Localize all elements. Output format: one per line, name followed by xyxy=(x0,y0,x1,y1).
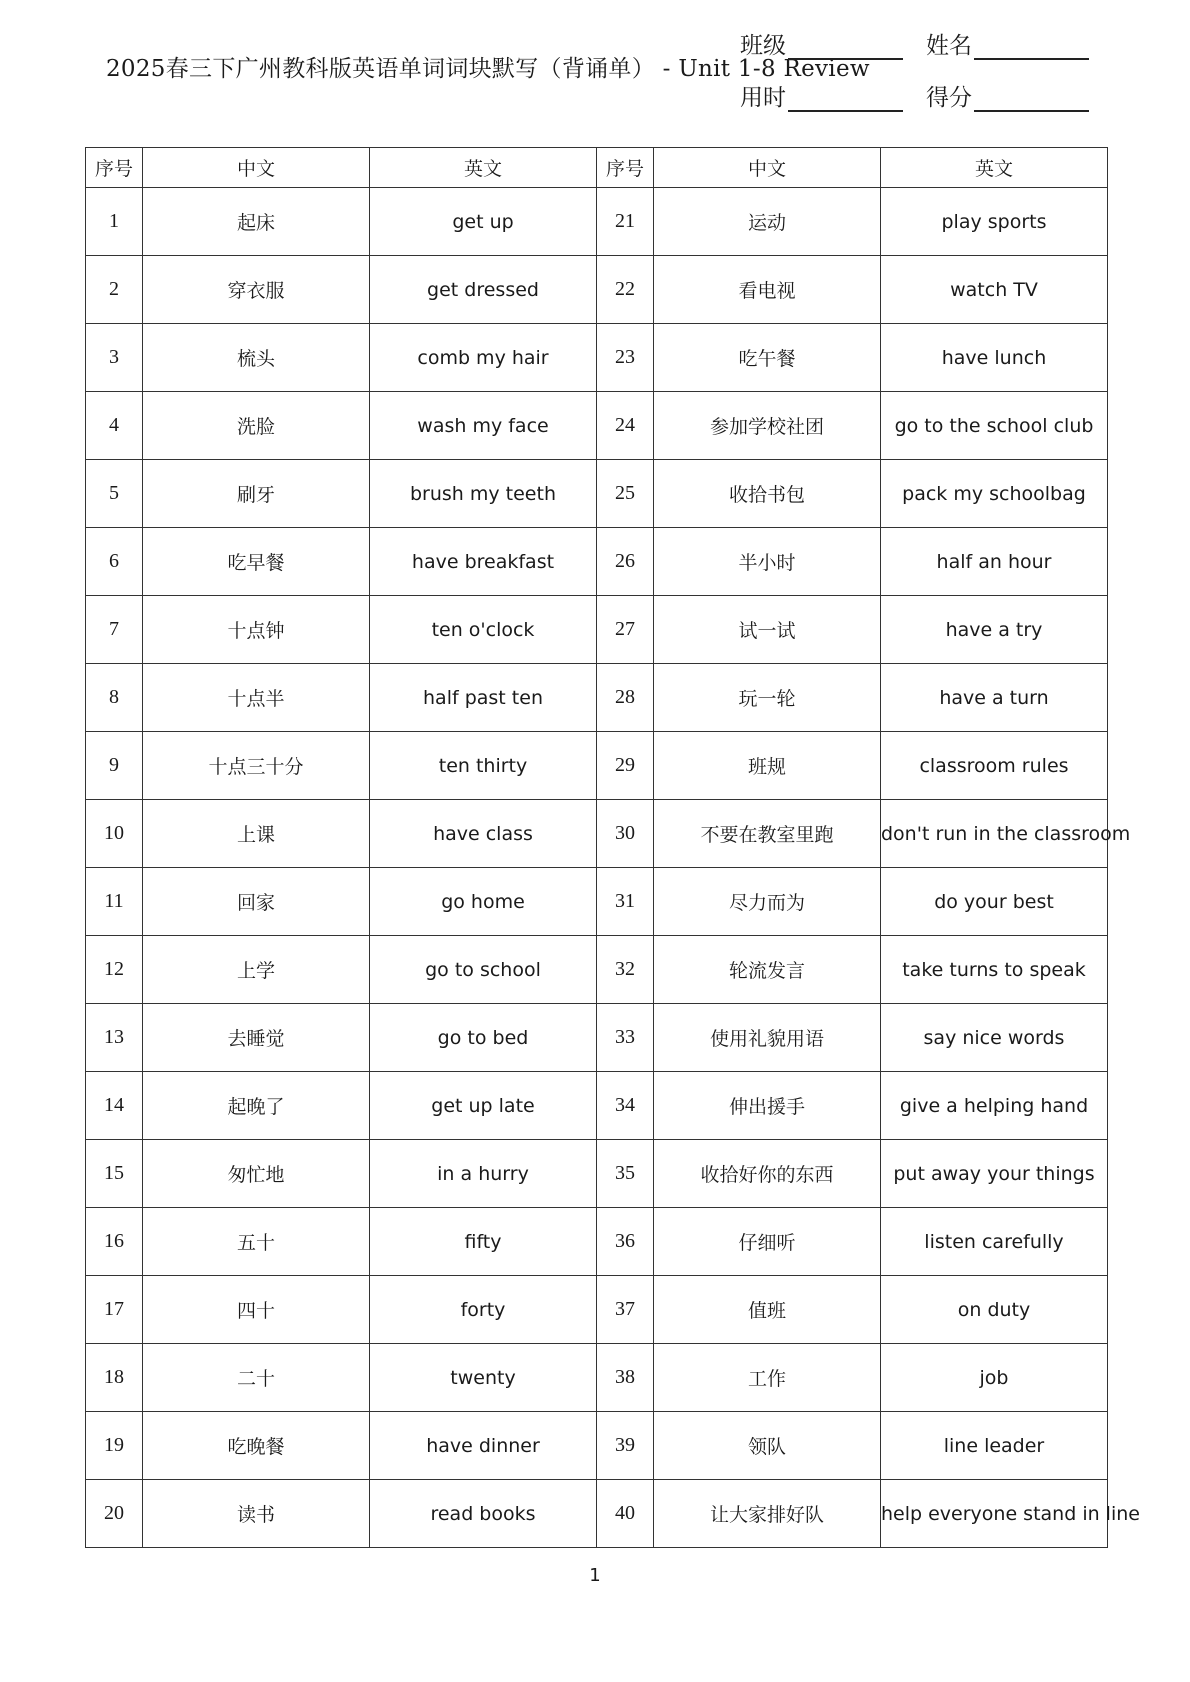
english-term: watch TV xyxy=(881,256,1108,324)
item-number: 1 xyxy=(86,188,143,256)
english-term: on duty xyxy=(881,1276,1108,1344)
english-term: listen carefully xyxy=(881,1208,1108,1276)
item-number: 7 xyxy=(86,596,143,664)
item-number: 10 xyxy=(86,800,143,868)
item-number: 2 xyxy=(86,256,143,324)
table-row xyxy=(86,868,1108,936)
page-title: 2025春三下广州教科版英语单词词块默写（背诵单） - Unit 1-8 Review xyxy=(106,56,870,82)
chinese-term: 吃早餐 xyxy=(143,528,370,596)
chinese-term: 梳头 xyxy=(143,324,370,392)
english-term: brush my teeth xyxy=(370,460,597,528)
chinese-term: 让大家排好队 xyxy=(654,1480,881,1548)
table-row xyxy=(86,732,1108,800)
english-term: play sports xyxy=(881,188,1108,256)
column-header-english: 英文 xyxy=(370,148,597,188)
item-number: 9 xyxy=(86,732,143,800)
english-term: take turns to speak xyxy=(881,936,1108,1004)
item-number: 29 xyxy=(597,732,654,800)
chinese-term: 吃午餐 xyxy=(654,324,881,392)
english-term: help everyone stand in line xyxy=(881,1480,1108,1548)
english-term: forty xyxy=(370,1276,597,1344)
item-number: 31 xyxy=(597,868,654,936)
english-term: read books xyxy=(370,1480,597,1548)
chinese-term: 十点半 xyxy=(143,664,370,732)
english-term: do your best xyxy=(881,868,1108,936)
chinese-term: 玩一轮 xyxy=(654,664,881,732)
chinese-term: 伸出援手 xyxy=(654,1072,881,1140)
english-term: job xyxy=(881,1344,1108,1412)
chinese-term: 班规 xyxy=(654,732,881,800)
english-term: go to school xyxy=(370,936,597,1004)
english-term: get dressed xyxy=(370,256,597,324)
chinese-term: 洗脸 xyxy=(143,392,370,460)
item-number: 3 xyxy=(86,324,143,392)
table-row xyxy=(86,392,1108,460)
table-row xyxy=(86,1004,1108,1072)
table-row xyxy=(86,324,1108,392)
score-field xyxy=(926,79,1089,112)
chinese-term: 吃晚餐 xyxy=(143,1412,370,1480)
chinese-term: 收拾书包 xyxy=(654,460,881,528)
item-number: 37 xyxy=(597,1276,654,1344)
time-label: 用时 xyxy=(740,85,786,111)
table-row xyxy=(86,596,1108,664)
english-term: half an hour xyxy=(881,528,1108,596)
chinese-term: 收拾好你的东西 xyxy=(654,1140,881,1208)
table-row xyxy=(86,800,1108,868)
item-number: 35 xyxy=(597,1140,654,1208)
name-field xyxy=(926,27,1089,60)
item-number: 18 xyxy=(86,1344,143,1412)
chinese-term: 去睡觉 xyxy=(143,1004,370,1072)
item-number: 39 xyxy=(597,1412,654,1480)
chinese-term: 五十 xyxy=(143,1208,370,1276)
english-term: wash my face xyxy=(370,392,597,460)
item-number: 19 xyxy=(86,1412,143,1480)
chinese-term: 二十 xyxy=(143,1344,370,1412)
table-row xyxy=(86,1208,1108,1276)
vocab-table xyxy=(85,147,1140,1548)
english-term: put away your things xyxy=(881,1140,1108,1208)
english-term: go to the school club xyxy=(881,392,1108,460)
english-term: fifty xyxy=(370,1208,597,1276)
table-header-row xyxy=(86,148,1108,188)
table-row xyxy=(86,528,1108,596)
english-term: go home xyxy=(370,868,597,936)
item-number: 4 xyxy=(86,392,143,460)
item-number: 12 xyxy=(86,936,143,1004)
item-number: 36 xyxy=(597,1208,654,1276)
chinese-term: 尽力而为 xyxy=(654,868,881,936)
item-number: 6 xyxy=(86,528,143,596)
english-term: have breakfast xyxy=(370,528,597,596)
english-term: don't run in the classroom xyxy=(881,800,1108,868)
english-term: ten thirty xyxy=(370,732,597,800)
chinese-term: 值班 xyxy=(654,1276,881,1344)
table-row xyxy=(86,936,1108,1004)
item-number: 15 xyxy=(86,1140,143,1208)
english-term: half past ten xyxy=(370,664,597,732)
chinese-term: 刷牙 xyxy=(143,460,370,528)
table-row xyxy=(86,1344,1108,1412)
time-field xyxy=(740,79,903,112)
chinese-term: 试一试 xyxy=(654,596,881,664)
chinese-term: 仔细听 xyxy=(654,1208,881,1276)
page-number: 1 xyxy=(589,1565,601,1586)
english-term: have a turn xyxy=(881,664,1108,732)
column-header-chinese: 中文 xyxy=(654,148,881,188)
item-number: 20 xyxy=(86,1480,143,1548)
english-term: go to bed xyxy=(370,1004,597,1072)
chinese-term: 使用礼貌用语 xyxy=(654,1004,881,1072)
english-term: ten o'clock xyxy=(370,596,597,664)
item-number: 8 xyxy=(86,664,143,732)
item-number: 17 xyxy=(86,1276,143,1344)
column-header-chinese: 中文 xyxy=(143,148,370,188)
table-row xyxy=(86,460,1108,528)
chinese-term: 领队 xyxy=(654,1412,881,1480)
item-number: 28 xyxy=(597,664,654,732)
table-row xyxy=(86,1412,1108,1480)
chinese-term: 十点三十分 xyxy=(143,732,370,800)
english-term: classroom rules xyxy=(881,732,1108,800)
item-number: 26 xyxy=(597,528,654,596)
item-number: 38 xyxy=(597,1344,654,1412)
table-row xyxy=(86,1140,1108,1208)
item-number: 16 xyxy=(86,1208,143,1276)
item-number: 5 xyxy=(86,460,143,528)
english-term: get up late xyxy=(370,1072,597,1140)
table-row xyxy=(86,664,1108,732)
name-blank-line xyxy=(974,38,1089,60)
chinese-term: 看电视 xyxy=(654,256,881,324)
english-term: twenty xyxy=(370,1344,597,1412)
chinese-term: 参加学校社团 xyxy=(654,392,881,460)
name-label: 姓名 xyxy=(926,33,972,59)
item-number: 30 xyxy=(597,800,654,868)
english-term: have class xyxy=(370,800,597,868)
chinese-term: 起晚了 xyxy=(143,1072,370,1140)
english-term: have dinner xyxy=(370,1412,597,1480)
chinese-term: 运动 xyxy=(654,188,881,256)
english-term: get up xyxy=(370,188,597,256)
score-blank-line xyxy=(974,90,1089,112)
chinese-term: 匆忙地 xyxy=(143,1140,370,1208)
item-number: 13 xyxy=(86,1004,143,1072)
chinese-term: 上课 xyxy=(143,800,370,868)
english-term: line leader xyxy=(881,1412,1108,1480)
english-term: have a try xyxy=(881,596,1108,664)
english-term: say nice words xyxy=(881,1004,1108,1072)
table-row xyxy=(86,1072,1108,1140)
item-number: 32 xyxy=(597,936,654,1004)
item-number: 40 xyxy=(597,1480,654,1548)
item-number: 34 xyxy=(597,1072,654,1140)
english-term: have lunch xyxy=(881,324,1108,392)
class-label: 班级 xyxy=(740,33,786,59)
chinese-term: 穿衣服 xyxy=(143,256,370,324)
chinese-term: 上学 xyxy=(143,936,370,1004)
class-field xyxy=(740,27,903,60)
item-number: 33 xyxy=(597,1004,654,1072)
chinese-term: 十点钟 xyxy=(143,596,370,664)
table-row xyxy=(86,256,1108,324)
column-header-number: 序号 xyxy=(86,148,143,188)
time-blank-line xyxy=(788,90,903,112)
chinese-term: 轮流发言 xyxy=(654,936,881,1004)
chinese-term: 半小时 xyxy=(654,528,881,596)
column-header-number: 序号 xyxy=(597,148,654,188)
chinese-term: 回家 xyxy=(143,868,370,936)
chinese-term: 读书 xyxy=(143,1480,370,1548)
item-number: 22 xyxy=(597,256,654,324)
english-term: give a helping hand xyxy=(881,1072,1108,1140)
item-number: 25 xyxy=(597,460,654,528)
item-number: 11 xyxy=(86,868,143,936)
item-number: 23 xyxy=(597,324,654,392)
table-body xyxy=(86,188,1140,1548)
item-number: 27 xyxy=(597,596,654,664)
table-row xyxy=(86,1480,1108,1548)
column-header-english: 英文 xyxy=(881,148,1108,188)
english-term: comb my hair xyxy=(370,324,597,392)
chinese-term: 不要在教室里跑 xyxy=(654,800,881,868)
table-row xyxy=(86,1276,1108,1344)
table-row xyxy=(86,188,1108,256)
chinese-term: 起床 xyxy=(143,188,370,256)
chinese-term: 工作 xyxy=(654,1344,881,1412)
item-number: 21 xyxy=(597,188,654,256)
english-term: in a hurry xyxy=(370,1140,597,1208)
item-number: 14 xyxy=(86,1072,143,1140)
item-number: 24 xyxy=(597,392,654,460)
class-blank-line xyxy=(788,38,903,60)
chinese-term: 四十 xyxy=(143,1276,370,1344)
score-label: 得分 xyxy=(926,85,972,111)
english-term: pack my schoolbag xyxy=(881,460,1108,528)
